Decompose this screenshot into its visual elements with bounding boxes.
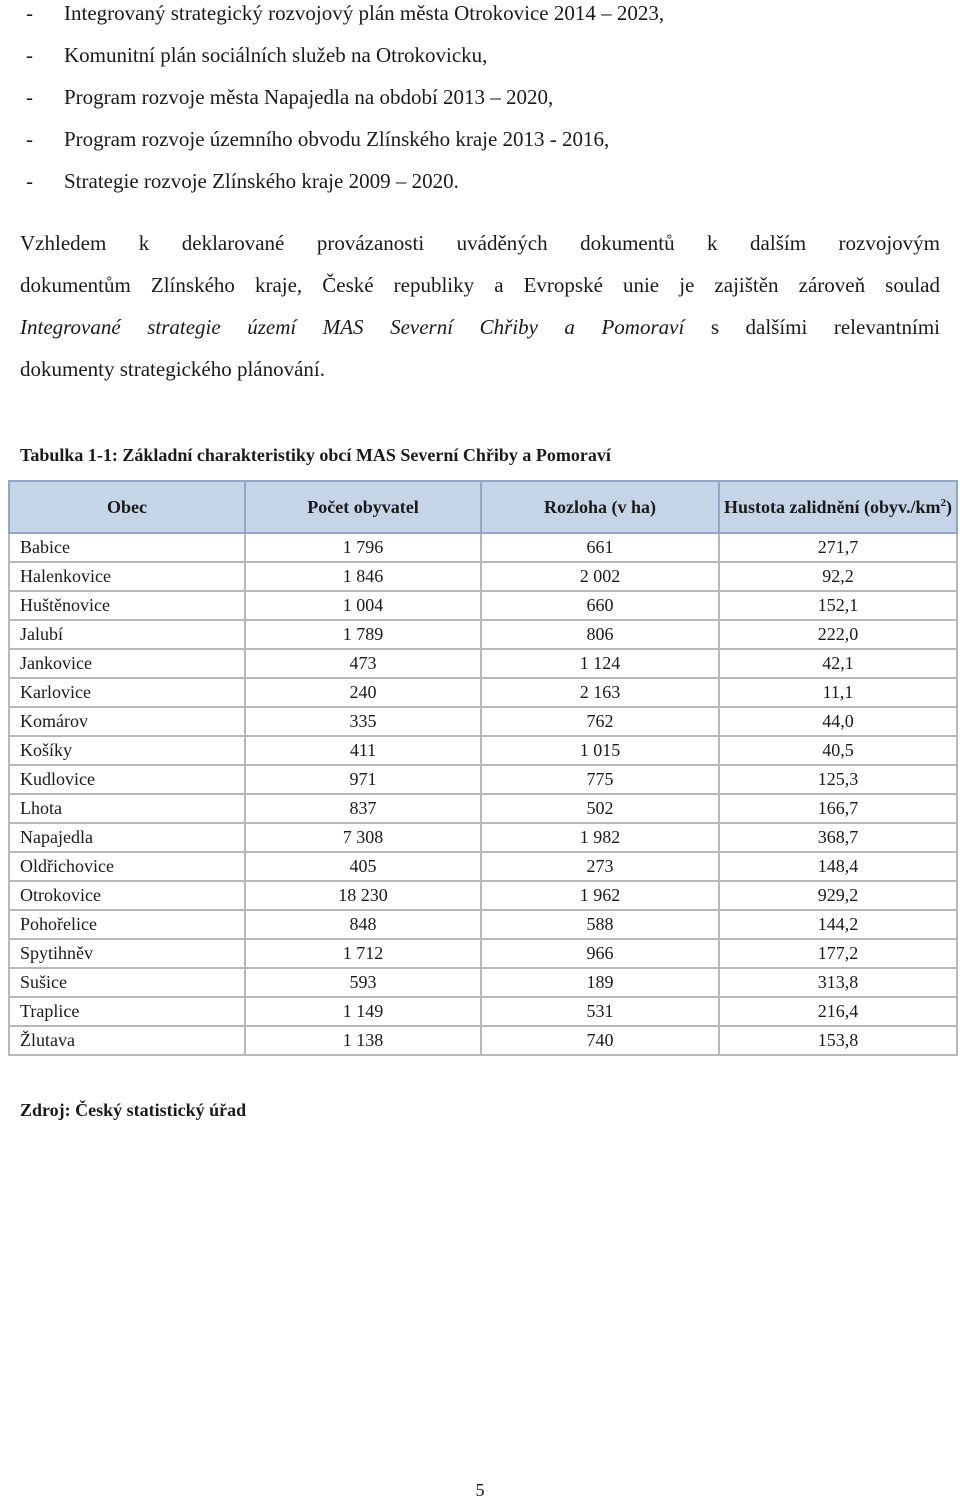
cell-rozloha: 966 xyxy=(481,939,719,968)
cell-hustota: 92,2 xyxy=(719,562,957,591)
body-paragraph xyxy=(20,226,940,394)
cell-pocet-obyvatel: 1 004 xyxy=(245,591,481,620)
cell-hustota: 271,7 xyxy=(719,533,957,562)
cell-obec: Spytihněv xyxy=(9,939,245,968)
cell-pocet-obyvatel: 971 xyxy=(245,765,481,794)
cell-rozloha: 661 xyxy=(481,533,719,562)
table-body xyxy=(9,533,957,1055)
header-obec: Obec xyxy=(9,481,245,533)
cell-rozloha: 273 xyxy=(481,852,719,881)
cell-hustota: 44,0 xyxy=(719,707,957,736)
document-title-italic: Integrované strategie území MAS Severní Chřiby a Pomoraví xyxy=(20,315,685,339)
header-hustota-end: ) xyxy=(946,497,953,517)
cell-obec: Žlutava xyxy=(9,1026,245,1055)
header-rozloha: Rozloha (v ha) xyxy=(481,481,719,533)
paragraph-line: Vzhledem k deklarované provázanosti uváděných dokumentů k dalším rozvojovým xyxy=(20,231,940,255)
list-dash: - xyxy=(26,85,33,109)
cell-obec: Kudlovice xyxy=(9,765,245,794)
cell-hustota: 42,1 xyxy=(719,649,957,678)
cell-rozloha: 1 982 xyxy=(481,823,719,852)
cell-hustota: 11,1 xyxy=(719,678,957,707)
list-item-text: Integrovaný strategický rozvojový plán města Otrokovice 2014 – 2023, xyxy=(64,1,665,25)
list-item-text: Program rozvoje územního obvodu Zlínského kraje 2013 - 2016, xyxy=(64,127,610,151)
list-item-text: Strategie rozvoje Zlínského kraje 2009 – 2020. xyxy=(64,169,459,193)
cell-pocet-obyvatel: 1 846 xyxy=(245,562,481,591)
cell-obec: Halenkovice xyxy=(9,562,245,591)
table-row xyxy=(9,939,957,968)
list-item xyxy=(26,126,946,168)
cell-hustota: 929,2 xyxy=(719,881,957,910)
table-row xyxy=(9,649,957,678)
table-row xyxy=(9,881,957,910)
list-item xyxy=(26,168,946,210)
cell-obec: Sušice xyxy=(9,968,245,997)
cell-rozloha: 1 015 xyxy=(481,736,719,765)
cell-pocet-obyvatel: 18 230 xyxy=(245,881,481,910)
cell-pocet-obyvatel: 1 138 xyxy=(245,1026,481,1055)
cell-rozloha: 1 124 xyxy=(481,649,719,678)
cell-obec: Košíky xyxy=(9,736,245,765)
table-row xyxy=(9,736,957,765)
table-row xyxy=(9,678,957,707)
cell-pocet-obyvatel: 473 xyxy=(245,649,481,678)
cell-rozloha: 502 xyxy=(481,794,719,823)
cell-pocet-obyvatel: 1 796 xyxy=(245,533,481,562)
cell-hustota: 222,0 xyxy=(719,620,957,649)
header-hustota xyxy=(719,481,957,533)
cell-hustota: 177,2 xyxy=(719,939,957,968)
list-item xyxy=(26,42,946,84)
header-pocet-obyvatel: Počet obyvatel xyxy=(245,481,481,533)
cell-hustota: 125,3 xyxy=(719,765,957,794)
page-number: 5 xyxy=(475,1480,485,1500)
cell-pocet-obyvatel: 411 xyxy=(245,736,481,765)
table-row xyxy=(9,620,957,649)
cell-obec: Komárov xyxy=(9,707,245,736)
cell-obec: Lhota xyxy=(9,794,245,823)
cell-obec: Jankovice xyxy=(9,649,245,678)
cell-obec: Otrokovice xyxy=(9,881,245,910)
cell-hustota: 153,8 xyxy=(719,1026,957,1055)
cell-hustota: 368,7 xyxy=(719,823,957,852)
table-row xyxy=(9,591,957,620)
table-row xyxy=(9,765,957,794)
cell-obec: Oldřichovice xyxy=(9,852,245,881)
cell-obec: Napajedla xyxy=(9,823,245,852)
cell-obec: Traplice xyxy=(9,997,245,1026)
table-row xyxy=(9,852,957,881)
list-item xyxy=(26,84,946,126)
municipalities-table xyxy=(8,480,958,1056)
list-item-text: Program rozvoje města Napajedla na období 2013 – 2020, xyxy=(64,85,554,109)
table-source: Zdroj: Český statistický úřad xyxy=(20,1100,247,1120)
cell-obec: Karlovice xyxy=(9,678,245,707)
table-header-row xyxy=(9,481,957,533)
cell-obec: Jalubí xyxy=(9,620,245,649)
table-row xyxy=(9,823,957,852)
cell-rozloha: 740 xyxy=(481,1026,719,1055)
cell-hustota: 148,4 xyxy=(719,852,957,881)
paragraph-line-rest: s dalšími relevantními xyxy=(710,315,940,339)
cell-pocet-obyvatel: 1 789 xyxy=(245,620,481,649)
cell-hustota: 152,1 xyxy=(719,591,957,620)
table-row xyxy=(9,997,957,1026)
cell-hustota: 166,7 xyxy=(719,794,957,823)
cell-rozloha: 2 002 xyxy=(481,562,719,591)
cell-rozloha: 531 xyxy=(481,997,719,1026)
table-row xyxy=(9,794,957,823)
paragraph-line: dokumentům Zlínského kraje, České republiky a Evropské unie je zajištěn zároveň soulad xyxy=(20,273,940,297)
list-dash: - xyxy=(26,1,33,25)
cell-rozloha: 775 xyxy=(481,765,719,794)
cell-rozloha: 806 xyxy=(481,620,719,649)
cell-obec: Huštěnovice xyxy=(9,591,245,620)
header-hustota-sup: 2 xyxy=(940,497,947,509)
cell-pocet-obyvatel: 593 xyxy=(245,968,481,997)
cell-obec: Pohořelice xyxy=(9,910,245,939)
cell-hustota: 40,5 xyxy=(719,736,957,765)
list-dash: - xyxy=(26,169,33,193)
table-row xyxy=(9,533,957,562)
cell-pocet-obyvatel: 335 xyxy=(245,707,481,736)
list-dash: - xyxy=(26,43,33,67)
cell-pocet-obyvatel: 1 712 xyxy=(245,939,481,968)
cell-pocet-obyvatel: 405 xyxy=(245,852,481,881)
cell-pocet-obyvatel: 848 xyxy=(245,910,481,939)
cell-pocet-obyvatel: 1 149 xyxy=(245,997,481,1026)
cell-hustota: 313,8 xyxy=(719,968,957,997)
paragraph-line: dokumenty strategického plánování. xyxy=(20,357,326,381)
cell-pocet-obyvatel: 240 xyxy=(245,678,481,707)
table-row xyxy=(9,968,957,997)
document-list xyxy=(26,0,946,210)
table-row xyxy=(9,707,957,736)
cell-rozloha: 2 163 xyxy=(481,678,719,707)
cell-rozloha: 189 xyxy=(481,968,719,997)
cell-rozloha: 1 962 xyxy=(481,881,719,910)
cell-rozloha: 588 xyxy=(481,910,719,939)
table-row xyxy=(9,910,957,939)
cell-hustota: 216,4 xyxy=(719,997,957,1026)
list-dash: - xyxy=(26,127,33,151)
cell-pocet-obyvatel: 7 308 xyxy=(245,823,481,852)
cell-pocet-obyvatel: 837 xyxy=(245,794,481,823)
table-caption: Tabulka 1-1: Základní charakteristiky obcí MAS Severní Chřiby a Pomoraví xyxy=(20,445,611,465)
table-row xyxy=(9,1026,957,1055)
list-item-text: Komunitní plán sociálních služeb na Otrokovicku, xyxy=(64,43,488,67)
table-row xyxy=(9,562,957,591)
cell-rozloha: 762 xyxy=(481,707,719,736)
cell-hustota: 144,2 xyxy=(719,910,957,939)
cell-obec: Babice xyxy=(9,533,245,562)
list-item xyxy=(26,0,946,42)
cell-rozloha: 660 xyxy=(481,591,719,620)
header-hustota-text: Hustota zalidnění (obyv./km xyxy=(723,497,941,517)
paragraph-line xyxy=(20,310,940,352)
